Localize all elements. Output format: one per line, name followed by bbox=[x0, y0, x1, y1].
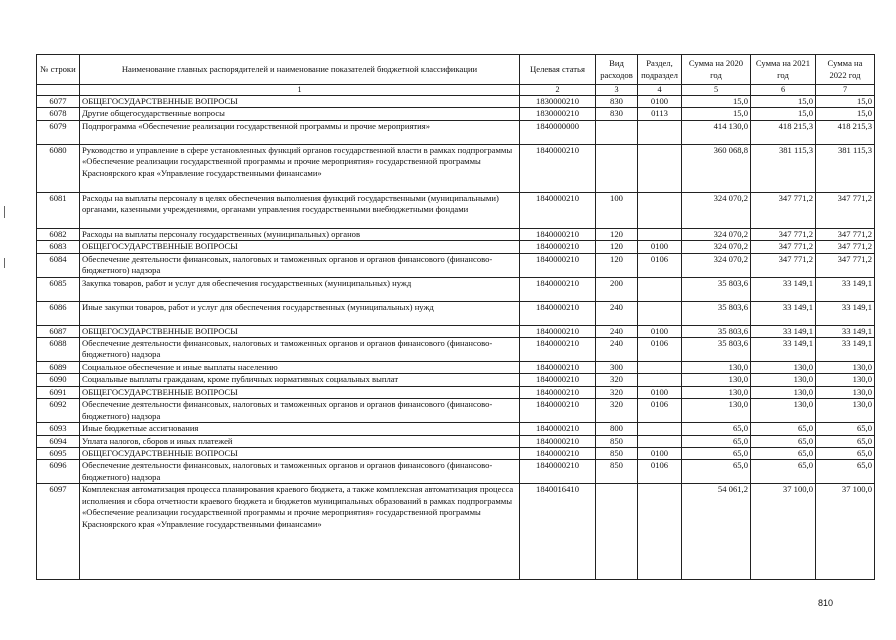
cell-s2020: 130,0 bbox=[682, 374, 751, 386]
cell-s2020: 65,0 bbox=[682, 448, 751, 460]
cell-s2021: 15,0 bbox=[751, 96, 816, 108]
cell-vid: 240 bbox=[596, 338, 638, 362]
cell-stat: 1840000210 bbox=[520, 253, 596, 277]
cell-vid: 240 bbox=[596, 301, 638, 325]
cell-vid bbox=[596, 144, 638, 192]
cell-s2021: 130,0 bbox=[751, 386, 816, 398]
cell-s2021: 347 771,2 bbox=[751, 241, 816, 253]
column-number-blank bbox=[37, 85, 80, 96]
cell-razd: 0106 bbox=[638, 338, 682, 362]
cell-s2022: 65,0 bbox=[816, 423, 875, 435]
cell-vid: 120 bbox=[596, 241, 638, 253]
cell-num: 6079 bbox=[37, 120, 80, 144]
cell-name: Комплексная автоматизация процесса планирования краевого бюджета, а также комплексная автоматизация процесса исполнения и сбора отчетности краевого бюджета и бюджетов муниципальных образований в рамках подпрограммы «Обеспечение реализации государственной программы и прочие мероприятия» государственной программы Красноярского края «Управление государственными финансами» bbox=[80, 484, 520, 580]
cell-num: 6097 bbox=[37, 484, 80, 580]
cell-razd: 0100 bbox=[638, 241, 682, 253]
header-name: Наименование главных распорядителей и наименование показателей бюджетной классификации bbox=[80, 55, 520, 85]
cell-s2020: 324 070,2 bbox=[682, 253, 751, 277]
cell-s2022: 33 149,1 bbox=[816, 325, 875, 337]
cell-s2020: 130,0 bbox=[682, 362, 751, 374]
cell-num: 6080 bbox=[37, 144, 80, 192]
cell-name: Иные бюджетные ассигнования bbox=[80, 423, 520, 435]
cell-vid: 100 bbox=[596, 192, 638, 228]
cell-name: ОБЩЕГОСУДАРСТВЕННЫЕ ВОПРОСЫ bbox=[80, 241, 520, 253]
cell-s2021: 65,0 bbox=[751, 423, 816, 435]
cell-num: 6096 bbox=[37, 460, 80, 484]
cell-razd bbox=[638, 228, 682, 240]
budget-table bbox=[36, 54, 875, 580]
cell-razd: 0106 bbox=[638, 399, 682, 423]
page-number: 810 bbox=[818, 598, 834, 608]
cell-stat: 1840000210 bbox=[520, 277, 596, 301]
cell-s2022: 130,0 bbox=[816, 374, 875, 386]
header-razd: Раздел, подраздел bbox=[638, 55, 682, 85]
column-number: 6 bbox=[751, 85, 816, 96]
table-row bbox=[37, 325, 875, 337]
cell-s2021: 15,0 bbox=[751, 108, 816, 120]
cell-stat: 1840000210 bbox=[520, 362, 596, 374]
cell-s2021: 381 115,3 bbox=[751, 144, 816, 192]
cell-s2022: 65,0 bbox=[816, 435, 875, 447]
cell-vid: 850 bbox=[596, 435, 638, 447]
cell-razd: 0106 bbox=[638, 460, 682, 484]
cell-razd bbox=[638, 362, 682, 374]
cell-s2020: 414 130,0 bbox=[682, 120, 751, 144]
cell-s2021: 65,0 bbox=[751, 460, 816, 484]
table-row bbox=[37, 423, 875, 435]
cell-vid: 200 bbox=[596, 277, 638, 301]
cell-s2020: 35 803,6 bbox=[682, 338, 751, 362]
table-row bbox=[37, 241, 875, 253]
table-body bbox=[37, 96, 875, 580]
cell-vid: 120 bbox=[596, 228, 638, 240]
cell-razd bbox=[638, 374, 682, 386]
cell-s2021: 33 149,1 bbox=[751, 325, 816, 337]
cell-name: Расходы на выплаты персоналу в целях обеспечения выполнения функций государственными (муниципальными) органами, казенными учреждениями, органами управления государственными внебюджетными фондами bbox=[80, 192, 520, 228]
cell-razd bbox=[638, 277, 682, 301]
cell-num: 6094 bbox=[37, 435, 80, 447]
cell-stat: 1840000210 bbox=[520, 325, 596, 337]
cell-vid: 830 bbox=[596, 96, 638, 108]
table-row bbox=[37, 96, 875, 108]
cell-razd: 0100 bbox=[638, 96, 682, 108]
cell-s2021: 37 100,0 bbox=[751, 484, 816, 580]
cell-name: Закупка товаров, работ и услуг для обеспечения государственных (муниципальных) нужд bbox=[80, 277, 520, 301]
cell-s2020: 15,0 bbox=[682, 96, 751, 108]
cell-num: 6084 bbox=[37, 253, 80, 277]
cell-s2022: 15,0 bbox=[816, 96, 875, 108]
cell-stat: 1840000210 bbox=[520, 374, 596, 386]
cell-stat: 1840000210 bbox=[520, 301, 596, 325]
header-num: № строки bbox=[37, 55, 80, 85]
cell-s2022: 130,0 bbox=[816, 386, 875, 398]
cell-s2020: 65,0 bbox=[682, 435, 751, 447]
cell-name: Уплата налогов, сборов и иных платежей bbox=[80, 435, 520, 447]
cell-stat: 1840000210 bbox=[520, 460, 596, 484]
cell-razd: 0100 bbox=[638, 386, 682, 398]
cell-s2022: 347 771,2 bbox=[816, 253, 875, 277]
cell-s2020: 54 061,2 bbox=[682, 484, 751, 580]
cell-name: Расходы на выплаты персоналу государственных (муниципальных) органов bbox=[80, 228, 520, 240]
header-vid: Вид расходов bbox=[596, 55, 638, 85]
cell-s2022: 33 149,1 bbox=[816, 338, 875, 362]
cell-s2021: 33 149,1 bbox=[751, 338, 816, 362]
cell-s2020: 35 803,6 bbox=[682, 301, 751, 325]
cell-vid bbox=[596, 120, 638, 144]
cell-stat: 1830000210 bbox=[520, 96, 596, 108]
table-row bbox=[37, 120, 875, 144]
cell-razd bbox=[638, 192, 682, 228]
cell-num: 6092 bbox=[37, 399, 80, 423]
cell-name: Обеспечение деятельности финансовых, налоговых и таможенных органов и органов финансового (финансово-бюджетного) надзора bbox=[80, 253, 520, 277]
cell-vid: 830 bbox=[596, 108, 638, 120]
cell-s2021: 347 771,2 bbox=[751, 228, 816, 240]
cell-vid: 240 bbox=[596, 325, 638, 337]
cell-s2020: 35 803,6 bbox=[682, 325, 751, 337]
cell-s2021: 418 215,3 bbox=[751, 120, 816, 144]
cell-num: 6090 bbox=[37, 374, 80, 386]
cell-vid: 850 bbox=[596, 448, 638, 460]
cell-s2020: 35 803,6 bbox=[682, 277, 751, 301]
cell-name: Подпрограмма «Обеспечение реализации государственной программы и прочие мероприятия» bbox=[80, 120, 520, 144]
table-row bbox=[37, 144, 875, 192]
column-number-row bbox=[37, 85, 875, 96]
cell-s2022: 65,0 bbox=[816, 448, 875, 460]
cell-s2021: 130,0 bbox=[751, 399, 816, 423]
cell-stat: 1840000000 bbox=[520, 120, 596, 144]
cell-s2022: 347 771,2 bbox=[816, 241, 875, 253]
cell-name: ОБЩЕГОСУДАРСТВЕННЫЕ ВОПРОСЫ bbox=[80, 386, 520, 398]
cell-s2021: 33 149,1 bbox=[751, 277, 816, 301]
cell-razd: 0100 bbox=[638, 325, 682, 337]
cell-name: Социальное обеспечение и иные выплаты населению bbox=[80, 362, 520, 374]
cell-stat: 1830000210 bbox=[520, 108, 596, 120]
table-row bbox=[37, 253, 875, 277]
cell-s2020: 360 068,8 bbox=[682, 144, 751, 192]
scan-mark-bottom bbox=[4, 258, 5, 268]
cell-vid: 300 bbox=[596, 362, 638, 374]
cell-razd bbox=[638, 435, 682, 447]
table-row bbox=[37, 460, 875, 484]
cell-s2022: 37 100,0 bbox=[816, 484, 875, 580]
table-row bbox=[37, 277, 875, 301]
cell-vid: 850 bbox=[596, 460, 638, 484]
cell-s2020: 324 070,2 bbox=[682, 228, 751, 240]
cell-s2022: 15,0 bbox=[816, 108, 875, 120]
cell-stat: 1840000210 bbox=[520, 435, 596, 447]
cell-s2020: 324 070,2 bbox=[682, 241, 751, 253]
table-row bbox=[37, 435, 875, 447]
cell-stat: 1840000210 bbox=[520, 228, 596, 240]
cell-s2022: 130,0 bbox=[816, 362, 875, 374]
cell-num: 6085 bbox=[37, 277, 80, 301]
table-row bbox=[37, 301, 875, 325]
cell-s2022: 347 771,2 bbox=[816, 192, 875, 228]
cell-vid: 120 bbox=[596, 253, 638, 277]
cell-num: 6081 bbox=[37, 192, 80, 228]
table-row bbox=[37, 386, 875, 398]
cell-s2021: 33 149,1 bbox=[751, 301, 816, 325]
header-row bbox=[37, 55, 875, 85]
cell-s2021: 65,0 bbox=[751, 435, 816, 447]
cell-num: 6087 bbox=[37, 325, 80, 337]
cell-vid bbox=[596, 484, 638, 580]
table-row bbox=[37, 374, 875, 386]
table-row bbox=[37, 484, 875, 580]
cell-vid: 320 bbox=[596, 386, 638, 398]
cell-razd bbox=[638, 484, 682, 580]
cell-stat: 1840000210 bbox=[520, 423, 596, 435]
cell-s2020: 130,0 bbox=[682, 386, 751, 398]
cell-s2020: 130,0 bbox=[682, 399, 751, 423]
cell-s2022: 418 215,3 bbox=[816, 120, 875, 144]
cell-s2022: 381 115,3 bbox=[816, 144, 875, 192]
cell-razd bbox=[638, 120, 682, 144]
cell-razd: 0100 bbox=[638, 448, 682, 460]
cell-s2020: 15,0 bbox=[682, 108, 751, 120]
cell-num: 6082 bbox=[37, 228, 80, 240]
column-number: 1 bbox=[80, 85, 520, 96]
cell-num: 6088 bbox=[37, 338, 80, 362]
cell-num: 6091 bbox=[37, 386, 80, 398]
cell-stat: 1840000210 bbox=[520, 386, 596, 398]
column-number: 3 bbox=[596, 85, 638, 96]
cell-stat: 1840000210 bbox=[520, 448, 596, 460]
cell-num: 6095 bbox=[37, 448, 80, 460]
cell-vid: 320 bbox=[596, 374, 638, 386]
cell-name: Обеспечение деятельности финансовых, налоговых и таможенных органов и органов финансового (финансово-бюджетного) надзора bbox=[80, 338, 520, 362]
cell-name: Иные закупки товаров, работ и услуг для обеспечения государственных (муниципальных) нужд bbox=[80, 301, 520, 325]
cell-name: Другие общегосударственные вопросы bbox=[80, 108, 520, 120]
cell-stat: 1840000210 bbox=[520, 192, 596, 228]
cell-razd: 0106 bbox=[638, 253, 682, 277]
column-number: 7 bbox=[816, 85, 875, 96]
table-row bbox=[37, 228, 875, 240]
cell-razd bbox=[638, 301, 682, 325]
cell-stat: 1840016410 bbox=[520, 484, 596, 580]
cell-vid: 800 bbox=[596, 423, 638, 435]
cell-s2021: 130,0 bbox=[751, 374, 816, 386]
cell-name: ОБЩЕГОСУДАРСТВЕННЫЕ ВОПРОСЫ bbox=[80, 325, 520, 337]
cell-s2022: 347 771,2 bbox=[816, 228, 875, 240]
cell-num: 6089 bbox=[37, 362, 80, 374]
cell-s2020: 324 070,2 bbox=[682, 192, 751, 228]
table-row bbox=[37, 399, 875, 423]
cell-name: Обеспечение деятельности финансовых, налоговых и таможенных органов и органов финансового (финансово-бюджетного) надзора bbox=[80, 399, 520, 423]
cell-name: Обеспечение деятельности финансовых, налоговых и таможенных органов и органов финансового (финансово-бюджетного) надзора bbox=[80, 460, 520, 484]
cell-num: 6078 bbox=[37, 108, 80, 120]
cell-razd: 0113 bbox=[638, 108, 682, 120]
cell-razd bbox=[638, 144, 682, 192]
cell-s2022: 65,0 bbox=[816, 460, 875, 484]
cell-name: ОБЩЕГОСУДАРСТВЕННЫЕ ВОПРОСЫ bbox=[80, 96, 520, 108]
scan-mark-top bbox=[4, 206, 5, 218]
table-row bbox=[37, 338, 875, 362]
cell-name: Социальные выплаты гражданам, кроме публичных нормативных социальных выплат bbox=[80, 374, 520, 386]
cell-s2020: 65,0 bbox=[682, 423, 751, 435]
cell-num: 6093 bbox=[37, 423, 80, 435]
header-s2021: Сумма на 2021 год bbox=[751, 55, 816, 85]
table-row bbox=[37, 192, 875, 228]
cell-name: ОБЩЕГОСУДАРСТВЕННЫЕ ВОПРОСЫ bbox=[80, 448, 520, 460]
header-stat: Целевая статья bbox=[520, 55, 596, 85]
cell-s2021: 347 771,2 bbox=[751, 192, 816, 228]
cell-num: 6077 bbox=[37, 96, 80, 108]
column-number: 4 bbox=[638, 85, 682, 96]
cell-s2021: 65,0 bbox=[751, 448, 816, 460]
cell-s2022: 33 149,1 bbox=[816, 301, 875, 325]
table-row bbox=[37, 448, 875, 460]
cell-s2022: 130,0 bbox=[816, 399, 875, 423]
cell-stat: 1840000210 bbox=[520, 399, 596, 423]
cell-num: 6083 bbox=[37, 241, 80, 253]
cell-stat: 1840000210 bbox=[520, 241, 596, 253]
cell-vid: 320 bbox=[596, 399, 638, 423]
column-number: 5 bbox=[682, 85, 751, 96]
cell-s2020: 65,0 bbox=[682, 460, 751, 484]
table-row bbox=[37, 362, 875, 374]
cell-s2021: 130,0 bbox=[751, 362, 816, 374]
table-row bbox=[37, 108, 875, 120]
cell-stat: 1840000210 bbox=[520, 144, 596, 192]
cell-stat: 1840000210 bbox=[520, 338, 596, 362]
header-s2022: Сумма на 2022 год bbox=[816, 55, 875, 85]
cell-razd bbox=[638, 423, 682, 435]
cell-name: Руководство и управление в сфере установленных функций органов государственной власти в рамках подпрограммы «Обеспечение реализации государственной программы и прочие мероприятия» государственной программы Красноярского края «Управление государственными финансами» bbox=[80, 144, 520, 192]
column-number: 2 bbox=[520, 85, 596, 96]
cell-num: 6086 bbox=[37, 301, 80, 325]
cell-s2022: 33 149,1 bbox=[816, 277, 875, 301]
header-s2020: Сумма на 2020 год bbox=[682, 55, 751, 85]
cell-s2021: 347 771,2 bbox=[751, 253, 816, 277]
